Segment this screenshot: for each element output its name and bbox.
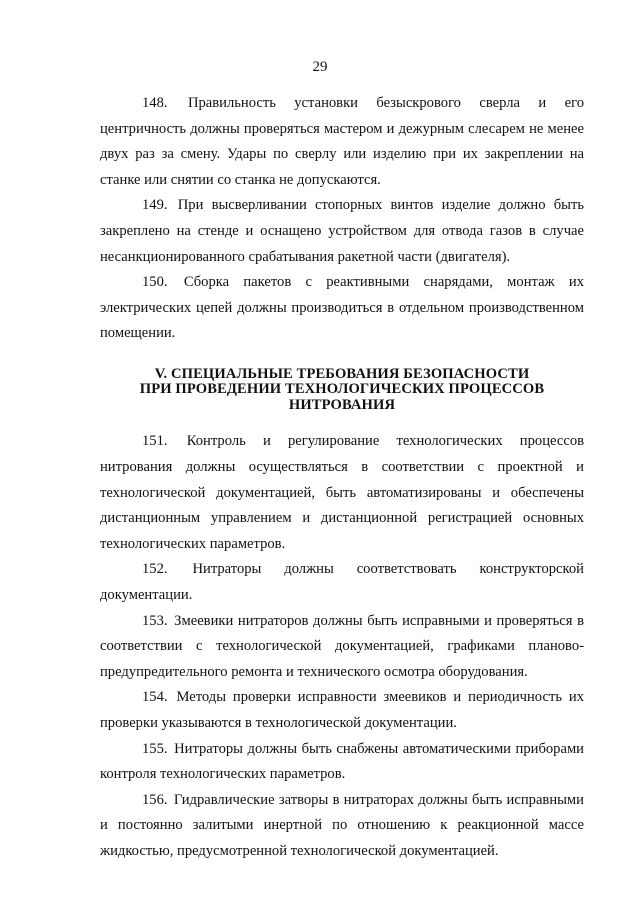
paragraph-number: 151. (142, 433, 168, 450)
paragraph-153 (100, 609, 584, 686)
paragraph-154 (100, 685, 584, 736)
paragraph-text: Змеевики нитраторов должны быть исправными и проверяться в соответствии с технологической документацией, графиками планово-предупредительного ремонта и технического осмотра оборудования. (100, 612, 584, 680)
paragraph-152 (100, 557, 584, 608)
paragraph-151 (100, 429, 584, 557)
section-heading (100, 367, 584, 414)
document-body (100, 91, 584, 865)
paragraph-155 (100, 737, 584, 788)
paragraph-text: При высверливании стопорных винтов изделие должно быть закреплено на стенде и оснащено устройством для отвода газов в случае несанкционированного срабатывания ракетной части (двигателя). (100, 197, 584, 265)
paragraph-number: 152. (142, 561, 168, 578)
paragraph-text: Методы проверки исправности змеевиков и периодичность их проверки указываются в технологической документации. (100, 689, 585, 731)
paragraph-number: 154. (142, 689, 168, 706)
paragraph-149 (100, 193, 584, 270)
paragraph-text: Контроль и регулирование технологических процессов нитрования должны осуществляться в соответствии с проектной и технологической документацией, быть автоматизированы и обеспечены дистанционным управлением и дистанционной регистрацией основных технологических параметров. (100, 433, 585, 552)
paragraph-156 (100, 788, 584, 865)
paragraph-text: Нитраторы должны соответствовать конструкторской документации. (100, 561, 584, 603)
paragraph-number: 149. (142, 197, 168, 214)
paragraph-text: Сборка пакетов с реактивными снарядами, монтаж их электрических цепей должны производиться в отдельном производственном помещении. (100, 274, 584, 342)
paragraph-number: 156. (142, 791, 168, 808)
paragraph-number: 148. (142, 95, 168, 111)
paragraph-text: Гидравлические затворы в нитраторах должны быть исправными и постоянно залитыми инертной по отношению к реакционной массе жидкостью, предусмотренной технологической документацией. (100, 791, 584, 859)
paragraph-number: 155. (142, 740, 168, 757)
page-number: 29 (312, 59, 328, 75)
section-heading-line-1: V. СПЕЦИАЛЬНЫЕ ТРЕБОВАНИЯ БЕЗОПАСНОСТИ (154, 365, 530, 382)
paragraph-number: 150. (142, 274, 168, 291)
paragraph-150 (100, 270, 584, 347)
section-heading-line-2: ПРИ ПРОВЕДЕНИИ ТЕХНОЛОГИЧЕСКИХ ПРОЦЕССОВ (139, 381, 545, 398)
paragraph-text: Правильность установки безыскрового сверла и его центричность должны проверяться мастером и дежурным слесарем не менее двух раз за смену. Удары по сверлу или изделию при их закреплении на станке или снятии со станка не допускаются. (100, 95, 584, 188)
paragraph-text: Нитраторы должны быть снабжены автоматическими приборами контроля технологических параметров. (100, 740, 584, 783)
paragraph-number: 153. (142, 612, 168, 629)
section-heading-line-3: НИТРОВАНИЯ (288, 396, 396, 413)
paragraph-148 (100, 91, 584, 193)
